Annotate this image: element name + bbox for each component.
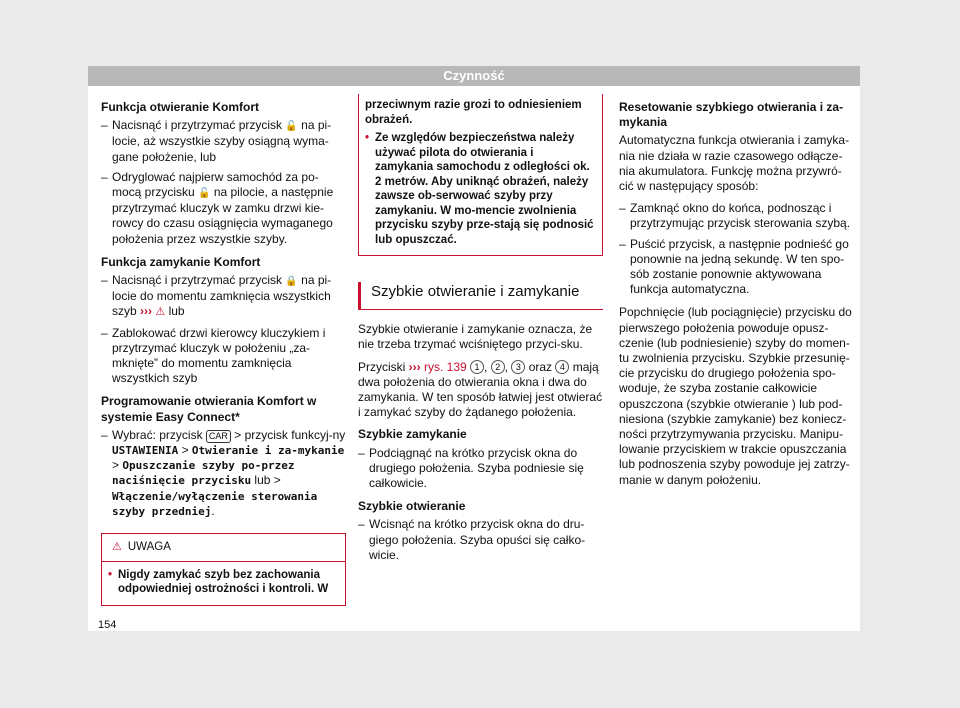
list-item: – Zamknąć okno do końca, podnosząc i przytrzymując przycisk sterowania szybą.	[619, 201, 854, 231]
heading-comfort-close: Funkcja zamykanie Komfort	[101, 254, 261, 269]
paragraph: Szybkie otwieranie i zamykanie oznacza, że nie trzeba trzymać wciśniętego przyci-sku.	[358, 322, 593, 352]
paragraph: Popchnięcie (lub pociągnięcie) przycisku do pierwszego położenia powoduje opusz-czenie (lub podniesienie) szyby do momen-tu zwolnienia przycisku. Szybkie przesunię-cie przycisku do drugiego położenia spo-woduje, że szyba zostanie całkowicie opuszczona (szybkie otwieranie ) lub pod-niesiona (szybkie zamykanie) bez koniecz-ności przytrzymywania przycisku. Manipu-lowanie przyciskiem w trakcie opuszczania lub podnoszenia szyby powoduje jej zatrzy-manie w danym położeniu.	[619, 305, 852, 487]
warning-triangle-icon: ⚠	[112, 541, 122, 554]
heading-comfort-open: Funkcja otwieranie Komfort	[101, 100, 260, 114]
heading-easy-connect: Programowanie otwierania Komfort w systemie Easy Connect*	[101, 394, 317, 424]
heading-quick-open: Szybkie otwieranie	[358, 499, 466, 514]
callout-number-1: 1	[470, 360, 484, 374]
reference-arrows: ›››	[140, 304, 153, 319]
menu-path-3: Opuszczanie szyby po-przez naciśnięcie przycisku	[112, 459, 295, 488]
warning-box	[101, 533, 346, 606]
column-right	[619, 100, 854, 495]
column-left	[101, 100, 346, 606]
paragraph: Automatyczna funkcja otwierania i zamyka-nia nie działa w razie czasowego odłącze-nia akumulatora. Funkcję można przywró-cić w następujący sposób:	[619, 133, 850, 194]
lock-icon: 🔒	[285, 276, 298, 288]
page-header: Czynność	[88, 66, 860, 86]
list-item: – Nacisnąć i przytrzymać przycisk 🔓 na pi-locie, aż wszystkie szyby osiągną wyma-gane położenie, lub	[101, 118, 346, 165]
list-item: – Puścić przycisk, a następnie podnieść go ponownie na jedną sekundę. W ten spo-sób zostanie ponownie aktywowana funkcja automatyczna.	[619, 237, 854, 298]
car-button-icon: CAR	[206, 430, 231, 443]
list-item: – Nacisnąć i przytrzymać przycisk 🔒 na pi-locie do momentu zamknięcia wszystkich szyb ››› ⚠ lub	[101, 273, 346, 321]
column-middle	[358, 94, 603, 568]
unlock-icon: 🔓	[285, 121, 298, 133]
list-item: – Odryglować najpierw samochód za po-mocą przycisku 🔓 na pilocie, a następnie przytrzymać kluczyk w zamku drzwi kie-rowcy do czasu osiągnięcia wymaganego położenia przez wszystkie szyby.	[101, 170, 346, 247]
list-item: – Wybrać: przycisk CAR > przycisk funkcyj-ny USTAWIENIA > Otwieranie i za-mykanie > Opuszczanie szyby po-przez naciśnięcie przycisku lub > Włączenie/wyłączenie sterowania szyby przedniej.	[101, 428, 346, 519]
warning-triangle-icon: ⚠	[155, 306, 166, 319]
warning-bullet: • Nigdy zamykać szyb bez zachowania odpowiedniej ostrożności i kontroli. W	[108, 568, 337, 597]
figure-reference-link[interactable]: rys. 139	[420, 359, 471, 374]
list-item: – Zablokować drzwi kierowcy kluczykiem i przytrzymać kluczyk w położeniu „za-mknięte” do momentu zamknięcia wszystkich szyb	[101, 326, 346, 387]
callout-number-4: 4	[555, 360, 569, 374]
menu-path-1: USTAWIENIA	[112, 444, 179, 458]
reference-arrows: ›››	[408, 359, 421, 374]
heading-reset: Resetowanie szybkiego otwierania i za-mykania	[619, 100, 844, 130]
list-item: – Podciągnąć na krótko przycisk okna do drugiego położenia. Szyba podniesie się całkowicie.	[358, 446, 603, 492]
callout-number-2: 2	[491, 360, 505, 374]
menu-path-2: Otwieranie i za-mykanie	[191, 444, 345, 458]
list-item: – Wcisnąć na krótko przycisk okna do dru-giego położenia. Szyba opuści się całko-wicie.	[358, 517, 603, 563]
heading-quick-close: Szybkie zamykanie	[358, 427, 467, 442]
page-number: 154	[98, 619, 117, 631]
warning-box-continued: przeciwnym razie grozi to odniesieniem obrażeń. • Ze względów bezpieczeństwa należy używać pilota do otwierania i zamykania samochodu z odległości ok. 2 metrów. Aby uniknąć obrażeń, należy zawsze ob-serwować szyby przy zamykaniu. W mo-mencie zwolnienia przycisku szyby prze-stają się podnosić lub opuszczać.	[358, 94, 603, 256]
paragraph: Przyciski ››› rys. 139 1 , 2 , 3 oraz 4 mają dwa położenia do otwierania okna i dwa do zamykania. W ten sposób łatwiej jest otwierać i zamykać szyby do żądanego położenia.	[358, 359, 603, 420]
menu-path-4: Włączenie/wyłączenie sterowania szyby przedniej	[112, 489, 318, 518]
manual-page	[88, 66, 860, 631]
warning-header: ⚠ UWAGA	[102, 534, 345, 562]
warning-bullet: • Ze względów bezpieczeństwa należy używać pilota do otwierania i zamykania samochodu z odległości ok. 2 metrów. Aby uniknąć obrażeń, należy zawsze ob-serwować szyby przy zamykaniu. W mo-mencie zwolnienia przycisku szyby prze-stają się podnosić lub opuszczać.	[365, 131, 594, 247]
callout-number-3: 3	[511, 360, 525, 374]
unlock-icon: 🔓	[198, 188, 211, 200]
section-title: Szybkie otwieranie i zamykanie	[358, 282, 603, 310]
